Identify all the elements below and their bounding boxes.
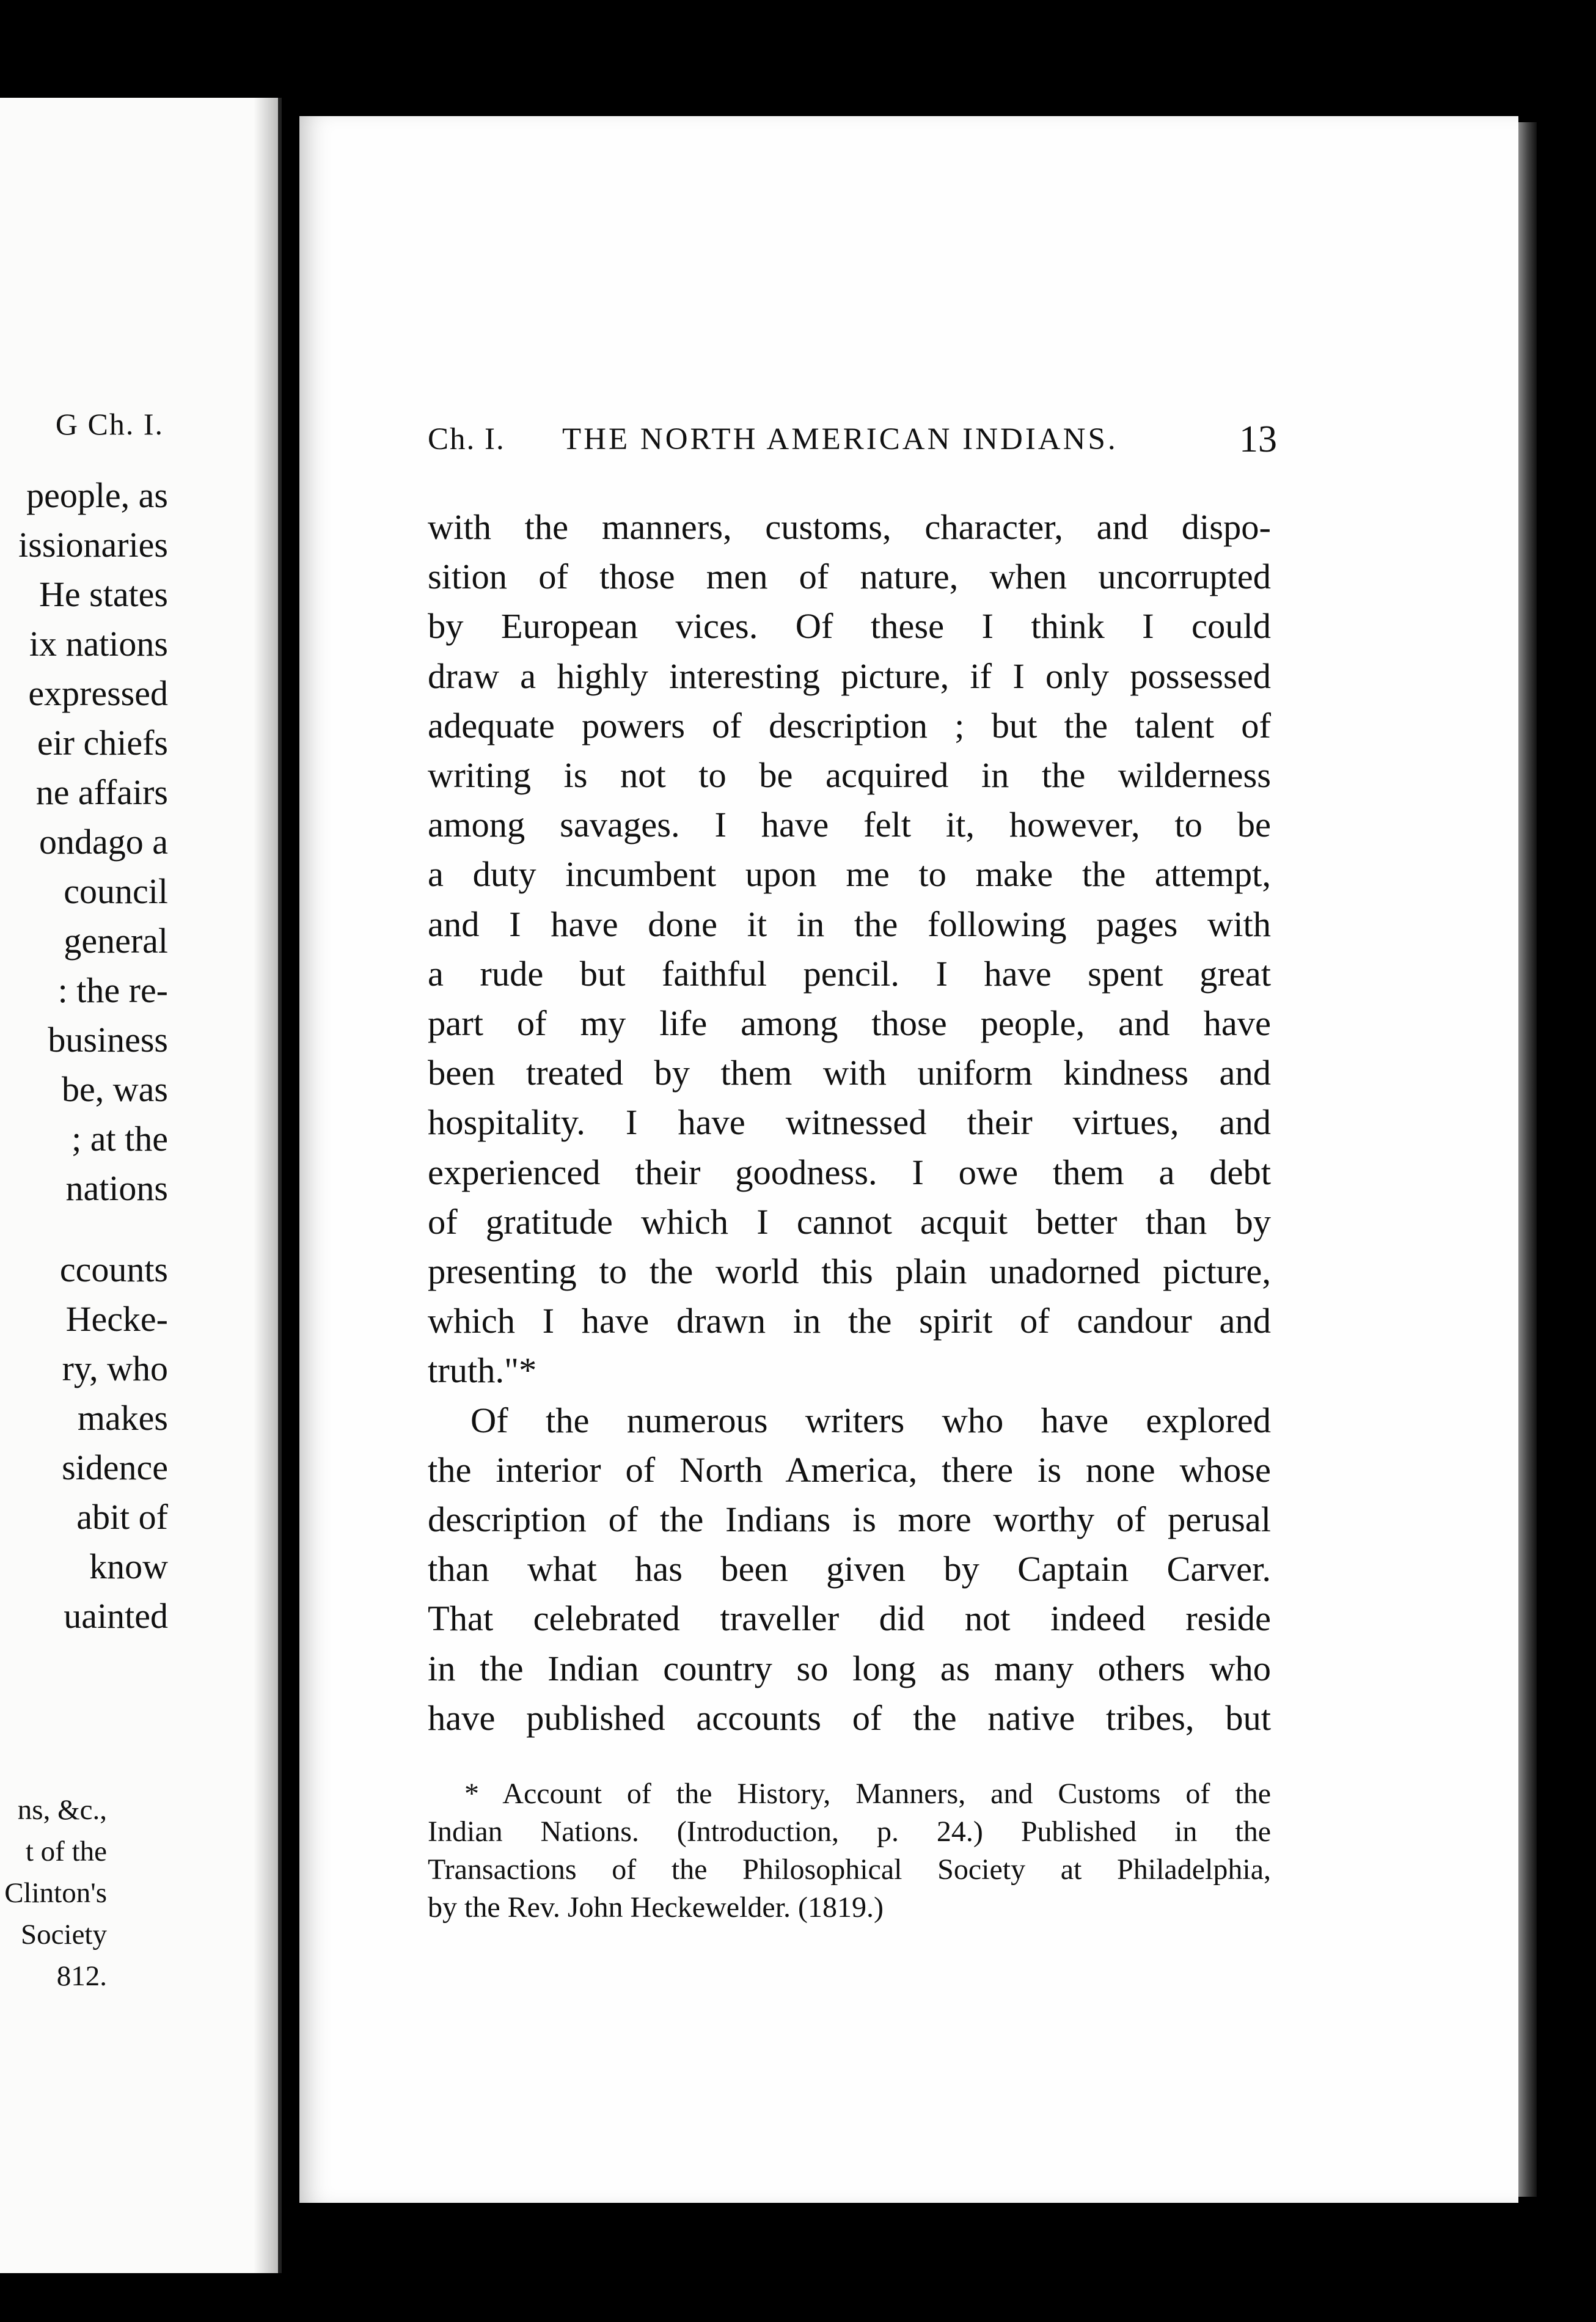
text-line: a duty incumbent upon me to make the attempt, xyxy=(428,854,1271,895)
text-line: truth."* xyxy=(428,1350,537,1391)
text-line: been treated by them with uniform kindness and xyxy=(428,1053,1271,1093)
left-line: ; at the xyxy=(71,1119,168,1159)
page-edge xyxy=(1518,122,1537,2197)
text-line: experienced their goodness. I owe them a debt xyxy=(428,1152,1271,1192)
left-line: issionaries xyxy=(18,525,168,565)
left-note-line: Society xyxy=(21,1919,107,1950)
running-head xyxy=(428,419,1277,471)
left-line: ry, who xyxy=(62,1349,168,1388)
text-line: among savages. I have felt it, however, to be xyxy=(428,805,1271,845)
text-line: which I have drawn in the spirit of candour and xyxy=(428,1301,1271,1341)
text-line: of gratitude which I cannot acquit better than by xyxy=(428,1201,1271,1242)
text-line: have published accounts of the native tribes, but xyxy=(428,1698,1271,1738)
left-line: general xyxy=(64,921,168,961)
left-line: : the re- xyxy=(57,970,168,1010)
left-line: eir chiefs xyxy=(37,723,168,763)
left-line: nations xyxy=(65,1168,168,1208)
text-line: with the manners, customs, character, and dispo- xyxy=(428,507,1271,547)
text-line: and I have done it in the following pages with xyxy=(428,904,1271,944)
left-line: makes xyxy=(77,1398,168,1438)
footnote-line: Indian Nations. (Introduction, p. 24.) Published in the xyxy=(428,1815,1271,1848)
page-number: 13 xyxy=(1239,419,1277,460)
text-line: hospitality. I have witnessed their virtues, and xyxy=(428,1102,1271,1143)
left-note-line: ns, &c., xyxy=(17,1794,107,1826)
text-line: a rude but faithful pencil. I have spent great xyxy=(428,953,1271,994)
left-line: know xyxy=(89,1547,168,1586)
text-line: part of my life among those people, and have xyxy=(428,1003,1271,1044)
text-line: draw a highly interesting picture, if I only possessed xyxy=(428,656,1271,696)
text-line: by European vices. Of these I think I could xyxy=(428,606,1271,646)
left-note-line: Clinton's xyxy=(4,1877,107,1909)
footnote xyxy=(428,1775,1271,1927)
text-line: Of the numerous writers who have explored xyxy=(470,1400,1271,1440)
text-line: sition of those men of nature, when uncorrupted xyxy=(428,557,1271,597)
left-page-text xyxy=(0,471,168,1641)
left-line: Hecke- xyxy=(65,1299,168,1339)
text-line: presenting to the world this plain unadorned picture, xyxy=(428,1251,1271,1292)
left-page-footnote xyxy=(0,1789,107,1997)
left-line: abit of xyxy=(76,1497,168,1537)
left-line: ix nations xyxy=(29,624,168,664)
left-line: ccounts xyxy=(59,1250,168,1289)
chapter-label: Ch. I. xyxy=(428,422,505,456)
left-line: sidence xyxy=(62,1448,168,1487)
body-text xyxy=(428,502,1271,1743)
left-line: council xyxy=(64,871,168,911)
text-line: That celebrated traveller did not indeed reside xyxy=(428,1599,1271,1639)
left-line: uainted xyxy=(64,1596,168,1636)
book-title: THE NORTH AMERICAN INDIANS. xyxy=(562,422,1118,456)
left-line: business xyxy=(48,1020,168,1060)
left-running-head: G Ch. I. xyxy=(55,407,164,441)
left-note-line: t of the xyxy=(25,1836,107,1867)
left-note-line: 812. xyxy=(56,1960,107,1992)
left-line: expressed xyxy=(28,673,168,713)
footnote-line: by the Rev. John Heckewelder. (1819.) xyxy=(428,1891,884,1924)
facing-page-left xyxy=(0,98,282,2273)
footnote-line: * Account of the History, Manners, and Customs of the xyxy=(464,1778,1271,1810)
left-line: people, as xyxy=(26,475,168,515)
text-line: than what has been given by Captain Carver. xyxy=(428,1549,1271,1589)
left-line: ne affairs xyxy=(35,772,168,812)
left-line: be, was xyxy=(62,1069,168,1109)
gutter-shadow xyxy=(254,98,278,2273)
left-line: He states xyxy=(39,574,168,614)
text-line: the interior of North America, there is none whose xyxy=(428,1449,1271,1490)
text-line: writing is not to be acquired in the wilderness xyxy=(428,755,1271,796)
left-paragraph-gap xyxy=(0,1213,168,1245)
text-line: adequate powers of description ; but the talent of xyxy=(428,705,1271,745)
footnote-line: Transactions of the Philosophical Society at Philadelphia, xyxy=(428,1853,1271,1886)
text-line: description of the Indians is more worthy of perusal xyxy=(428,1500,1271,1540)
left-line: ondago a xyxy=(39,822,168,862)
text-line: in the Indian country so long as many others who xyxy=(428,1648,1271,1688)
